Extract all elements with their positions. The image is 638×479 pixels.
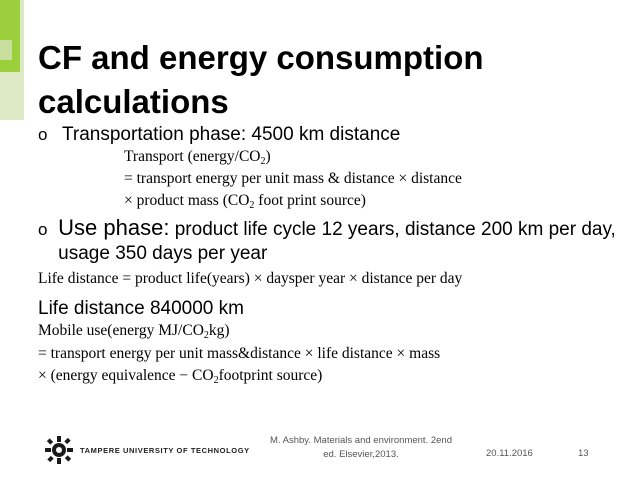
- life-distance-equation: Life distance = product life(years) × daysper year × distance per day: [38, 270, 463, 287]
- bullet-marker: o: [38, 125, 48, 144]
- transport-equation-line3: × product mass ($CO_2$ foot print source): [124, 192, 366, 211]
- transport-equation-line2: = transport energy per unit mass & distance × distance: [124, 170, 462, 187]
- use-phase-heading: Use phase:: [58, 215, 170, 240]
- bullet-transport: [38, 124, 400, 146]
- transport-heading: Transportation phase: 4500 km distance: [62, 124, 401, 145]
- page-number: 13: [578, 448, 589, 459]
- transport-equation-line1: Transport $(energy/CO_2)$: [124, 148, 271, 167]
- mobile-use-equation-line3: × (energy equivalence − $CO_2footprint$ source): [38, 367, 323, 386]
- life-distance-result: Life distance 840000 km: [38, 298, 244, 319]
- use-phase-details: product life cycle 12 years, distance 200 km per day, usage 350 days per year: [58, 219, 616, 264]
- use-phase-text: [58, 216, 618, 266]
- reference-citation: M. Ashby. Materials and environment. 2end ed. Elsevier,2013.: [269, 435, 452, 460]
- bullet-marker: o: [38, 220, 48, 239]
- accent-bar-pale: [0, 40, 12, 60]
- university-name: TAMPERE UNIVERSITY OF TECHNOLOGY: [80, 446, 250, 455]
- university-logo-icon: [44, 435, 74, 465]
- slide-date: 20.11.2016: [486, 448, 533, 459]
- accent-bar-green: [0, 0, 20, 72]
- mobile-use-equation-line2: = transport energy per unit mass&distance × life distance × mass: [38, 345, 441, 362]
- slide-title: CF and energy consumption calculations: [38, 39, 484, 120]
- mobile-use-equation-line1: Mobile use(energy $MJ/CO_2kg$): [38, 322, 230, 341]
- bullet-use-phase: [38, 216, 618, 266]
